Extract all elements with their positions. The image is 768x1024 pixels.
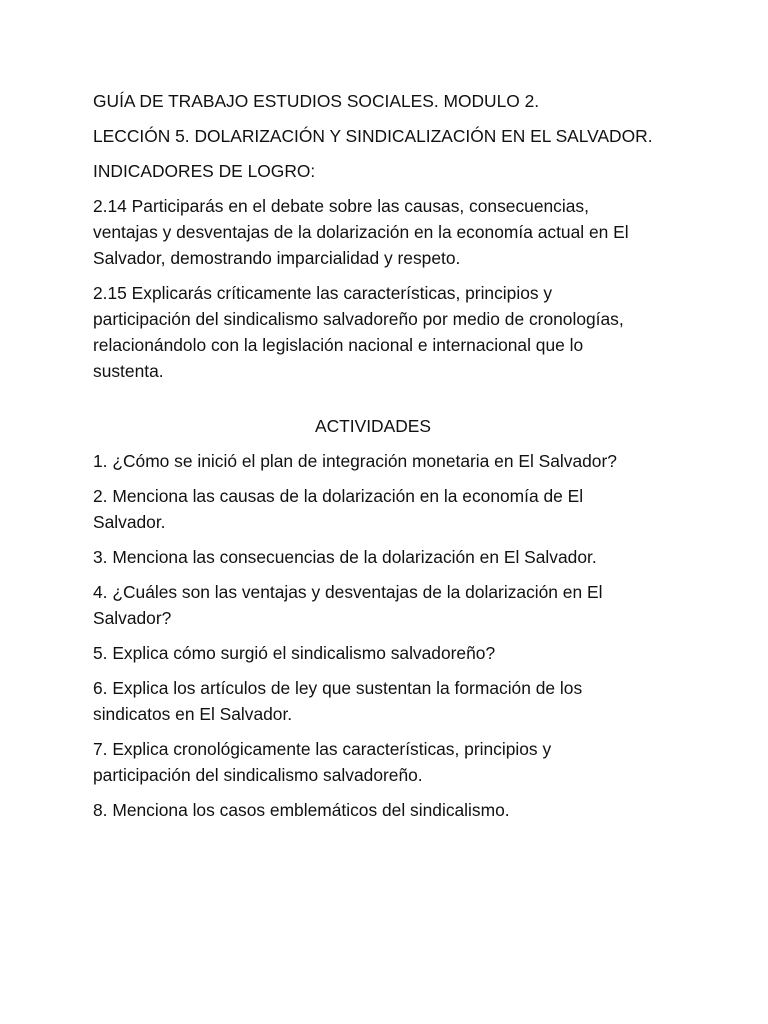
activities-heading: ACTIVIDADES bbox=[315, 416, 431, 436]
text-line: participación del sindicalismo salvadoreño. bbox=[93, 765, 423, 785]
activity-item bbox=[93, 483, 693, 535]
indicators-heading: INDICADORES DE LOGRO: bbox=[93, 161, 316, 181]
text-line: sustenta. bbox=[93, 361, 164, 381]
activity-item bbox=[93, 797, 693, 823]
activity-item bbox=[93, 640, 693, 666]
activity-item bbox=[93, 448, 693, 474]
activity-item bbox=[93, 675, 693, 727]
text-line: 6. Explica los artículos de ley que sustentan la formación de los bbox=[93, 678, 583, 698]
document-page bbox=[93, 88, 693, 832]
text-line: 1. ¿Cómo se inició el plan de integración monetaria en El Salvador? bbox=[93, 451, 617, 471]
text-line: 2.14 Participarás en el debate sobre las causas, consecuencias, bbox=[93, 196, 589, 216]
indicators-list bbox=[93, 193, 693, 384]
text-line: 5. Explica cómo surgió el sindicalismo salvadoreño? bbox=[93, 643, 496, 663]
text-line: participación del sindicalismo salvadoreño por medio de cronologías, bbox=[93, 309, 624, 329]
text-line: 2. Menciona las causas de la dolarización en la economía de El bbox=[93, 486, 584, 506]
indicator-item bbox=[93, 280, 693, 384]
text-line: Salvador? bbox=[93, 608, 172, 628]
text-line: 3. Menciona las consecuencias de la dolarización en El Salvador. bbox=[93, 547, 597, 567]
text-line: Salvador, demostrando imparcialidad y respeto. bbox=[93, 248, 461, 268]
text-line: ventajas y desventajas de la dolarización en la economía actual en El bbox=[93, 222, 629, 242]
text-line: 8. Menciona los casos emblemáticos del sindicalismo. bbox=[93, 800, 510, 820]
text-line: 7. Explica cronológicamente las características, principios y bbox=[93, 739, 552, 759]
activity-item bbox=[93, 544, 693, 570]
document-title: GUÍA DE TRABAJO ESTUDIOS SOCIALES. MODULO 2. bbox=[93, 91, 540, 111]
activity-item bbox=[93, 736, 693, 788]
text-line: sindicatos en El Salvador. bbox=[93, 704, 293, 724]
text-line: Salvador. bbox=[93, 512, 166, 532]
section-spacer bbox=[93, 393, 693, 413]
activities-list bbox=[93, 448, 693, 823]
text-line: 4. ¿Cuáles son las ventajas y desventajas de la dolarización en El bbox=[93, 582, 603, 602]
text-line: relacionándolo con la legislación nacional e internacional que lo bbox=[93, 335, 584, 355]
indicator-item bbox=[93, 193, 693, 271]
text-line: 2.15 Explicarás críticamente las características, principios y bbox=[93, 283, 553, 303]
lesson-title: LECCIÓN 5. DOLARIZACIÓN Y SINDICALIZACIÓN EN EL SALVADOR. bbox=[93, 126, 653, 146]
activity-item bbox=[93, 579, 693, 631]
